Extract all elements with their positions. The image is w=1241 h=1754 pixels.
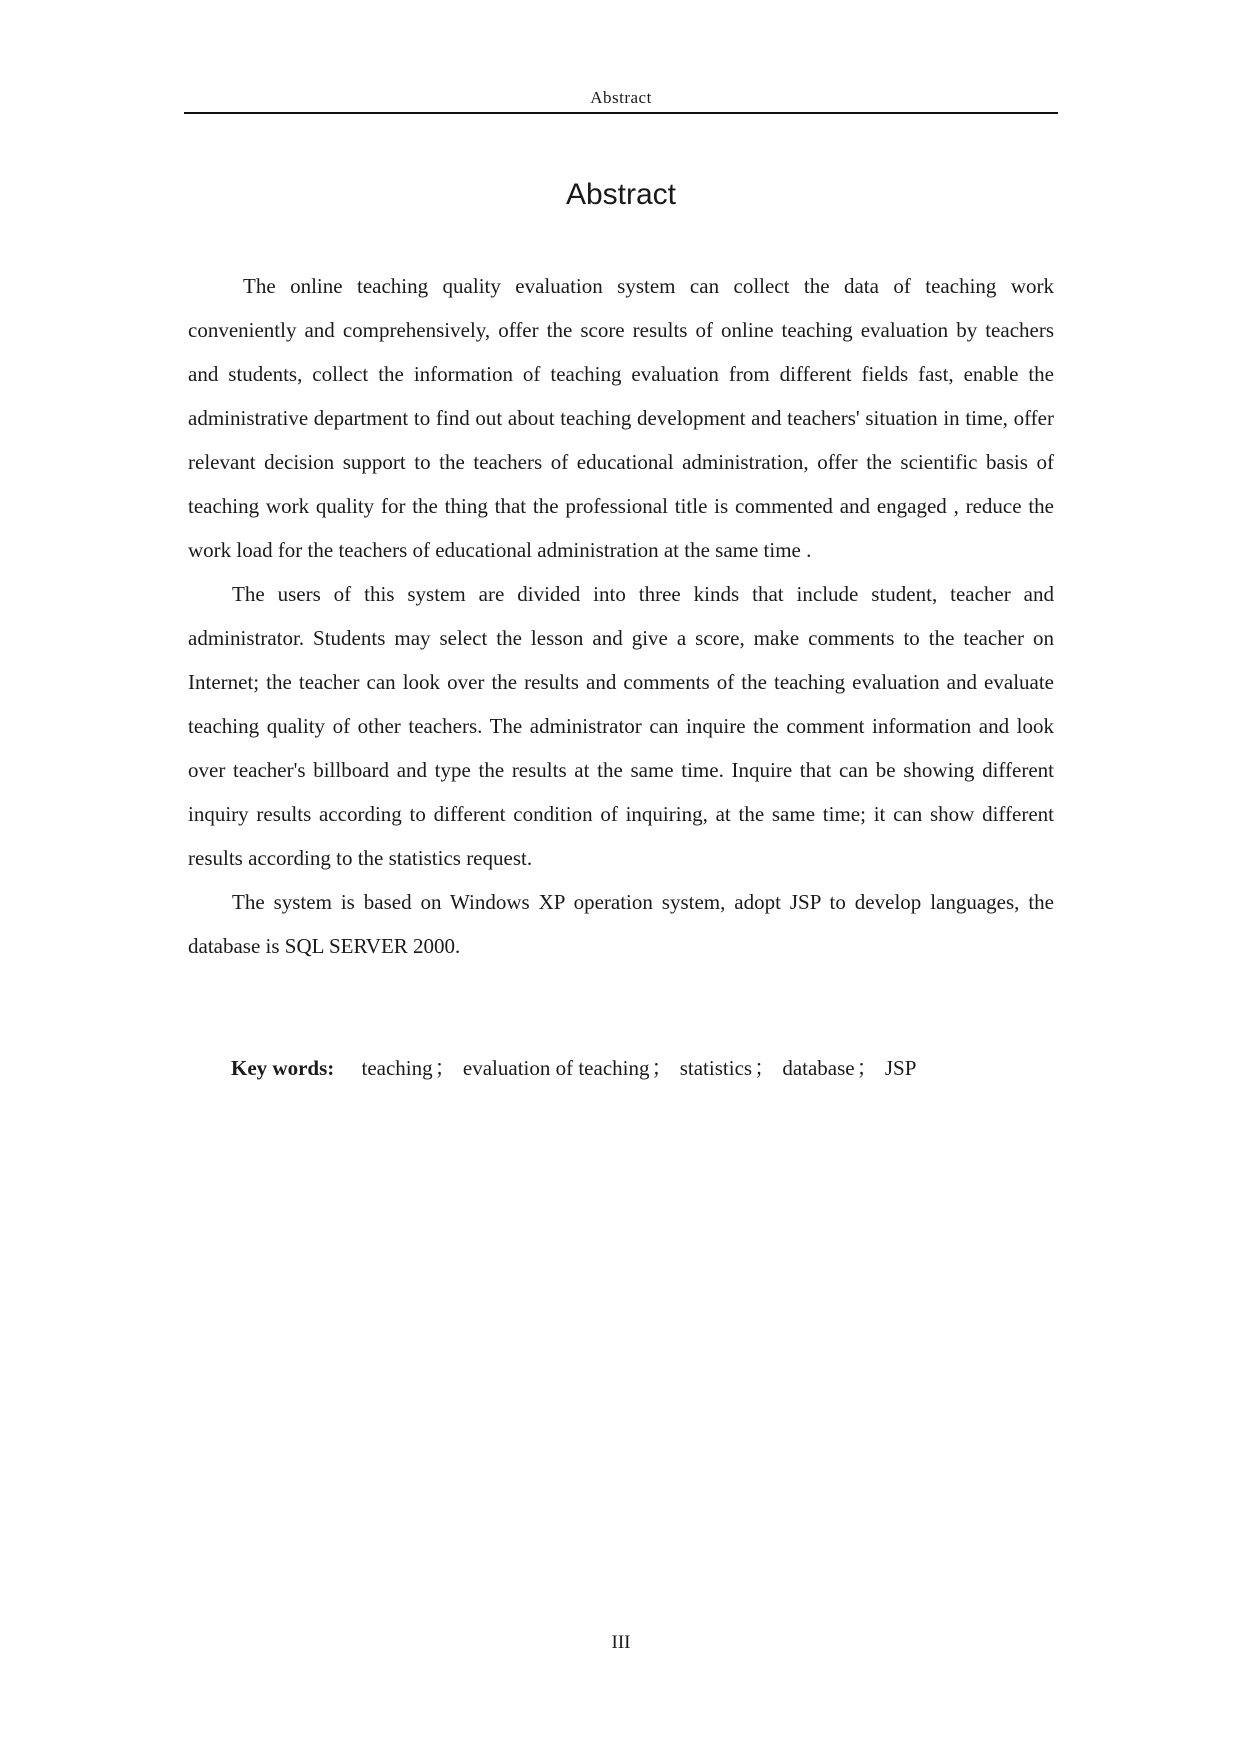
keyword-separator: ；	[434, 1056, 456, 1080]
keyword-item: database	[782, 1056, 855, 1080]
keyword-item: statistics	[679, 1056, 753, 1080]
page-number: III	[611, 1632, 631, 1653]
header-rule	[184, 112, 1058, 114]
keyword-item: JSP	[884, 1056, 917, 1080]
keyword-item: evaluation of teaching	[462, 1056, 650, 1080]
page-title: Abstract	[565, 178, 677, 211]
keywords-label: Key words:	[231, 1056, 335, 1080]
keyword-separator: ；	[856, 1056, 878, 1080]
abstract-paragraph-1: The online teaching quality evaluation system can collect the data of teaching work conveniently and comprehensively, offer the score results of online teaching evaluation by teachers and students, collect the information of teaching evaluation from different fields fast, enable the administrative department to find out about teaching development and teachers' situation in time, offer relevant decision support to the teachers of educational administration, offer the scientific basis of teaching work quality for the thing that the professional title is commented and engaged , reduce the work load for the teachers of educational administration at the same time .	[188, 274, 1054, 562]
abstract-body	[188, 264, 1054, 968]
running-header: Abstract	[590, 88, 652, 107]
keywords-line	[231, 1053, 1051, 1083]
keyword-separator: ；	[754, 1056, 776, 1080]
abstract-paragraph-2: The users of this system are divided into three kinds that include student, teacher and administrator. Students may select the lesson and give a score, make comments to the teacher on Internet; the teacher can look over the results and comments of the teaching evaluation and evaluate teaching quality of other teachers. The administrator can inquire the comment information and look over teacher's billboard and type the results at the same time. Inquire that can be showing different inquiry results according to different condition of inquiring, at the same time; it can show different results according to the statistics request.	[188, 582, 1054, 870]
abstract-paragraph-3: The system is based on Windows XP operation system, adopt JSP to develop languages, the database is SQL SERVER 2000.	[188, 890, 1054, 958]
keyword-separator: ；	[651, 1056, 673, 1080]
keyword-item: teaching	[361, 1056, 433, 1080]
